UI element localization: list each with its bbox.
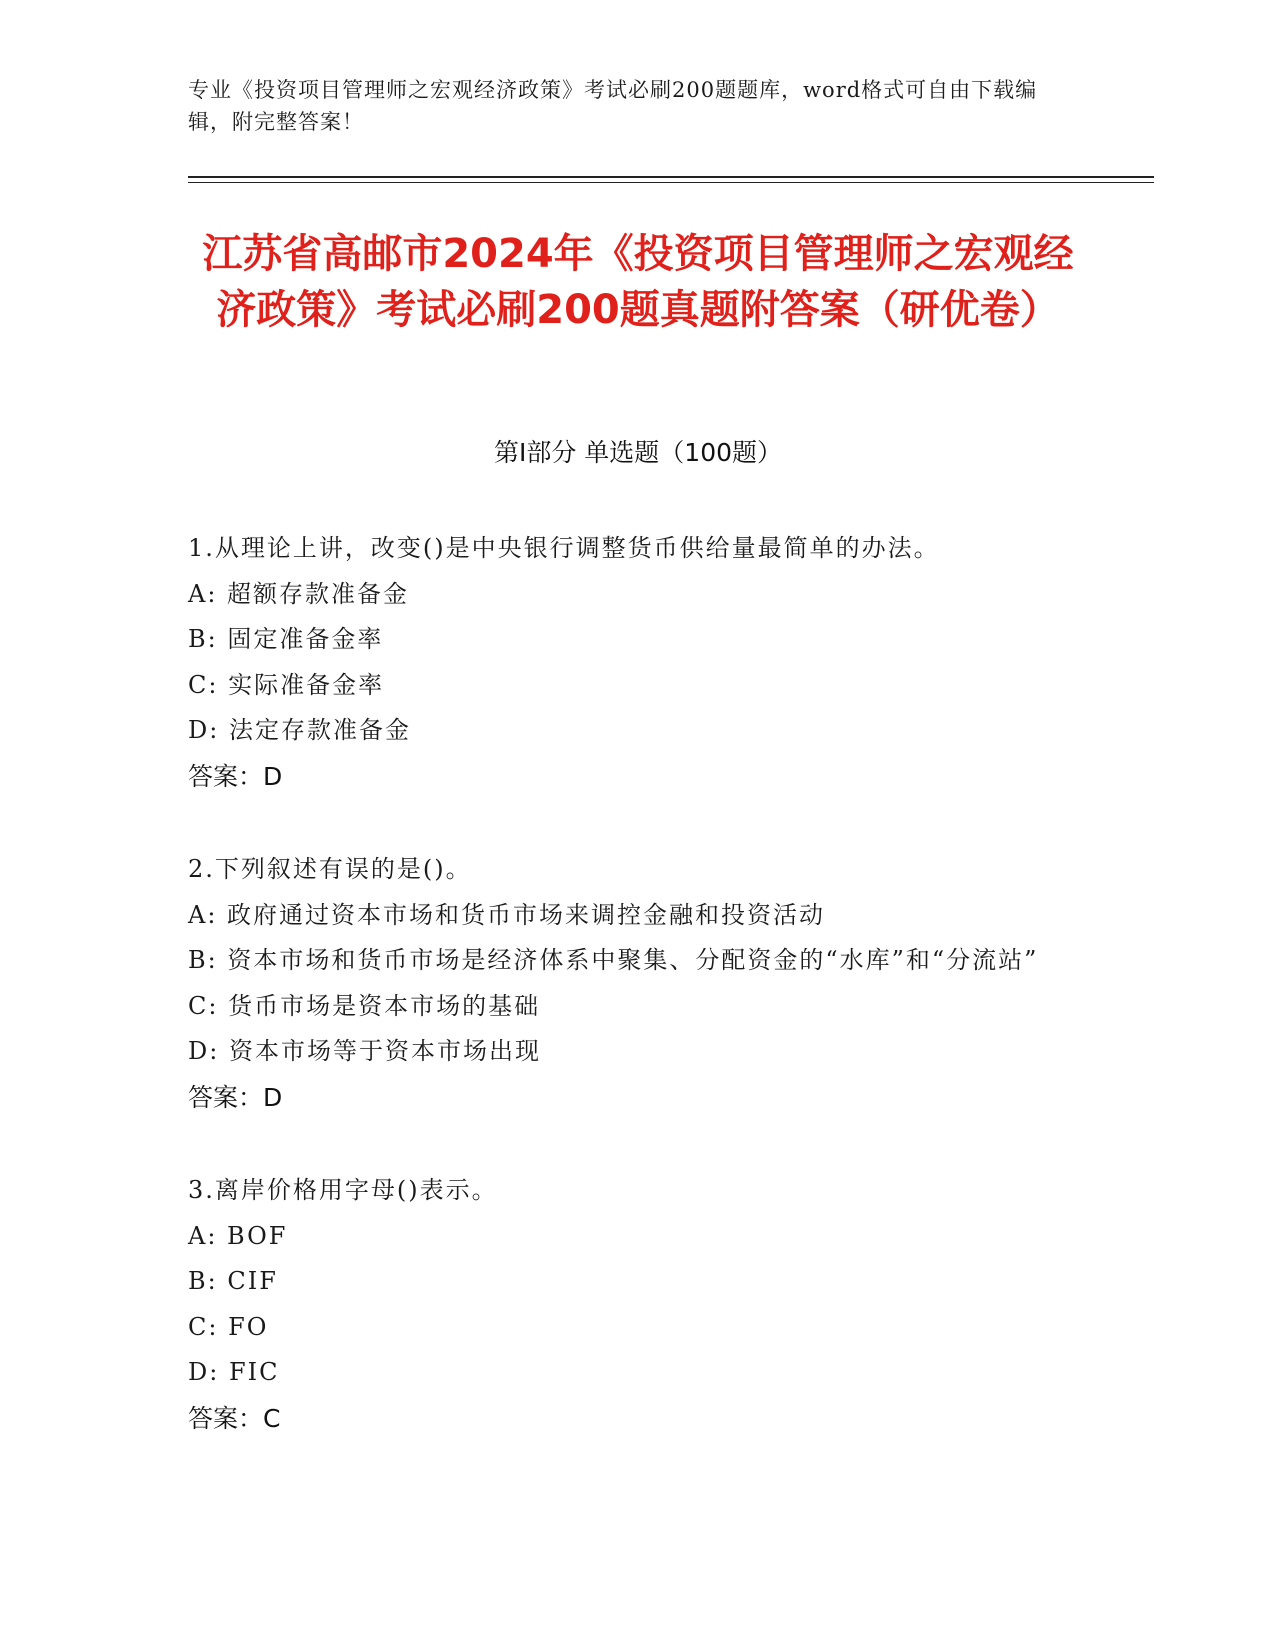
document-title: 江苏省高邮市2024年《投资项目管理师之宏观经济政策》考试必刷200题真题附答案（研优卷）	[202, 231, 1074, 333]
header-divider	[188, 176, 1154, 178]
option-d: D: FIC	[188, 1358, 280, 1386]
section-title: 第I部分 单选题（100题）	[493, 438, 783, 467]
answer-line: 答案：C	[188, 1403, 281, 1433]
question-list	[188, 526, 1088, 1489]
option-b: B: 资本市场和货币市场是经济体系中聚集、分配资金的“水库”和“分流站”	[188, 946, 1039, 974]
answer-line: 答案：D	[188, 761, 283, 791]
option-d: D: 资本市场等于资本市场出现	[188, 1037, 541, 1065]
header-divider-thin	[188, 182, 1154, 183]
option-b: B: CIF	[188, 1267, 278, 1295]
option-a: A: 超额存款准备金	[188, 579, 410, 608]
question-2	[188, 847, 1088, 1120]
option-c: C: 实际准备金率	[188, 670, 385, 699]
question-3	[188, 1168, 1088, 1441]
option-c: C: FO	[188, 1312, 269, 1341]
option-a: A: 政府通过资本市场和货币市场来调控金融和投资活动	[188, 900, 826, 929]
question-1	[188, 526, 1088, 799]
option-b: B: 固定准备金率	[188, 625, 384, 653]
option-d: D: 法定存款准备金	[188, 716, 411, 744]
header-note: 专业《投资项目管理师之宏观经济政策》考试必刷200题题库，word格式可自由下载编辑，附完整答案！	[188, 78, 1038, 134]
answer-line: 答案：D	[188, 1082, 283, 1112]
question-stem: 3.离岸价格用字母()表示。	[188, 1176, 498, 1204]
option-a: A: BOF	[188, 1221, 288, 1250]
option-c: C: 货币市场是资本市场的基础	[188, 991, 541, 1020]
question-stem: 2.下列叙述有误的是()。	[188, 855, 472, 883]
question-stem: 1.从理论上讲，改变()是中央银行调整货币供给量最简单的办法。	[188, 534, 940, 562]
